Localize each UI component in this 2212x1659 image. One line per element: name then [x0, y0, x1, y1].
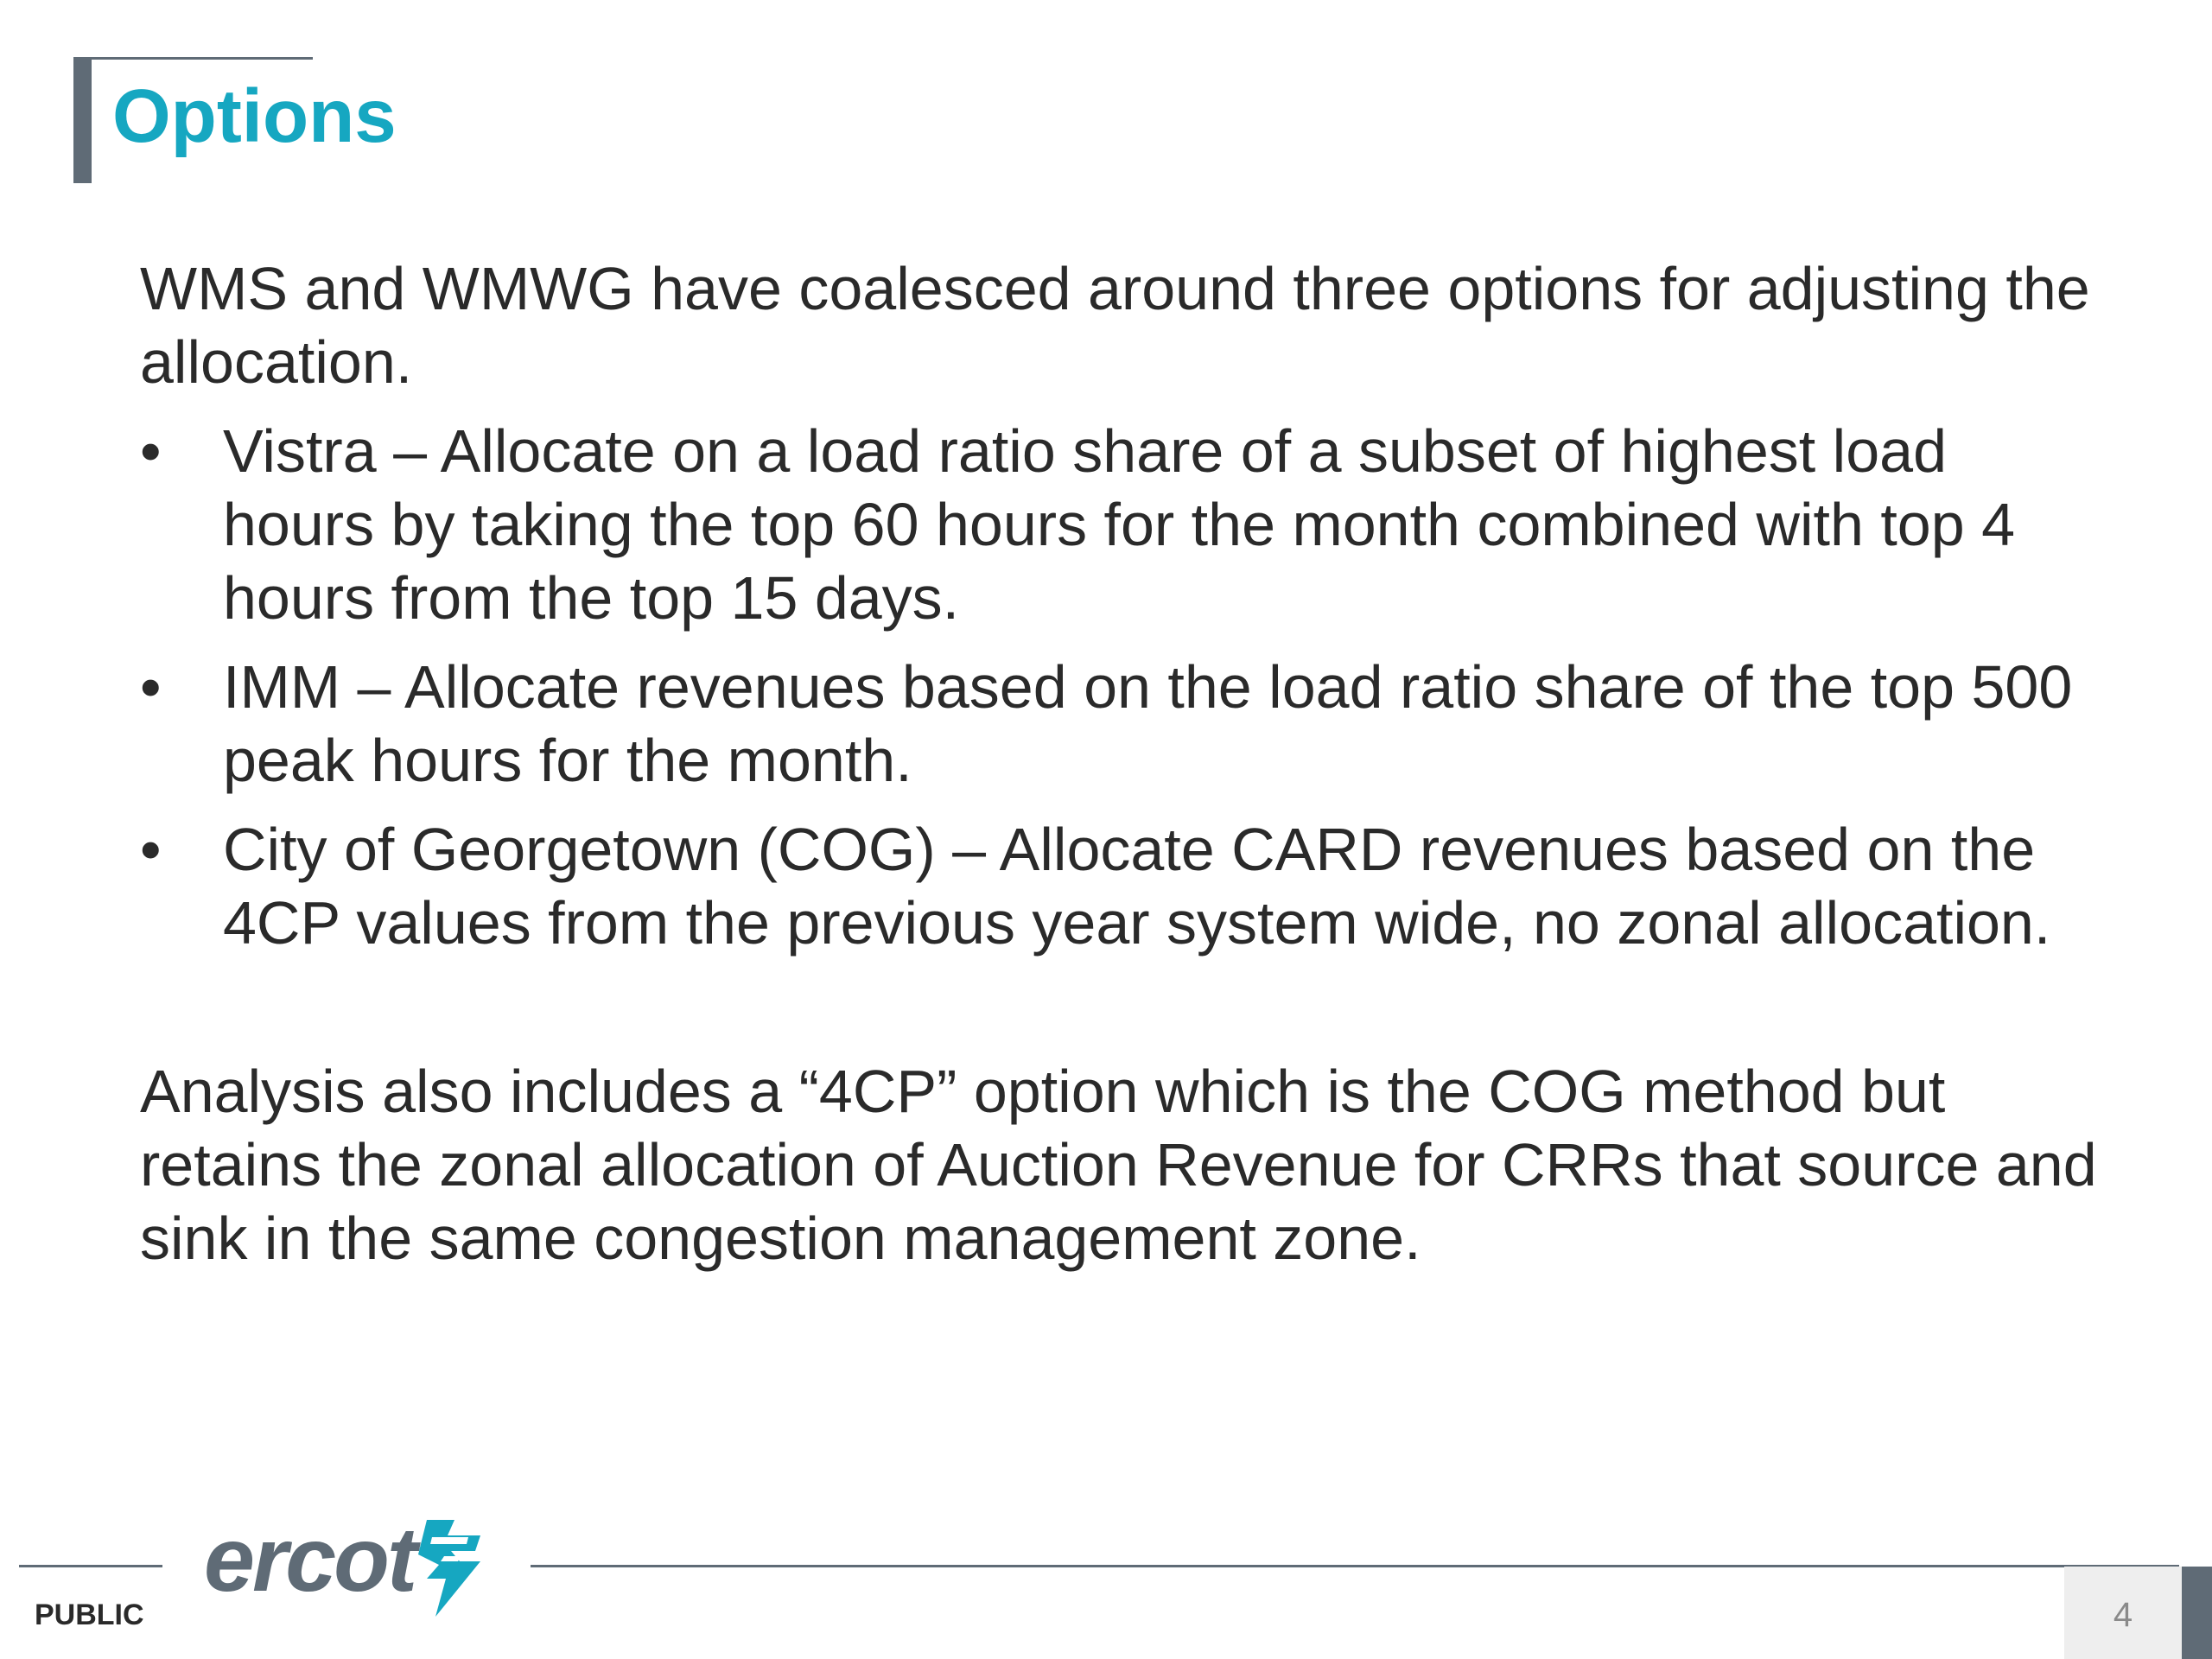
bullet-marker: •	[140, 653, 162, 721]
options-list	[140, 415, 2101, 960]
page-number-accent	[2182, 1567, 2212, 1659]
lightning-bolt-icon	[401, 1516, 487, 1620]
option-text: Vistra – Allocate on a load ratio share of a subset of highest load hours by taking the top 60 hours for the month combined with top 4 hours from the top 15 days.	[223, 417, 2016, 632]
option-cog	[140, 813, 2101, 960]
classification-label: PUBLIC	[35, 1599, 144, 1631]
title-accent-bar	[73, 57, 92, 183]
option-text: City of Georgetown (COG) – Allocate CARD revenues based on the 4CP values from the previous year system wide, no zonal allocation.	[223, 816, 2051, 957]
closing-paragraph: Analysis also includes a “4CP” option which is the COG method but retains the zonal allocation of Auction Revenue for CRRs that source and sink in the same congestion management zone.	[140, 1058, 2097, 1272]
bullet-marker: •	[140, 816, 162, 883]
slide-title: Options	[112, 74, 397, 158]
option-vistra	[140, 415, 2101, 635]
title-accent-rule	[73, 57, 313, 60]
logo-wordmark: ercot	[204, 1509, 416, 1611]
intro-paragraph: WMS and WMWG have coalesced around three options for adjusting the allocation.	[140, 255, 2090, 396]
footer-rule-right	[531, 1565, 2179, 1567]
option-imm	[140, 651, 2101, 798]
slide-body	[140, 252, 2101, 1275]
ercot-logo	[204, 1508, 489, 1620]
option-text: IMM – Allocate revenues based on the load ratio share of the top 500 peak hours for the month.	[223, 653, 2073, 794]
bullet-marker: •	[140, 417, 162, 485]
footer-rule-left	[19, 1565, 162, 1567]
page-number: 4	[2113, 1596, 2133, 1634]
